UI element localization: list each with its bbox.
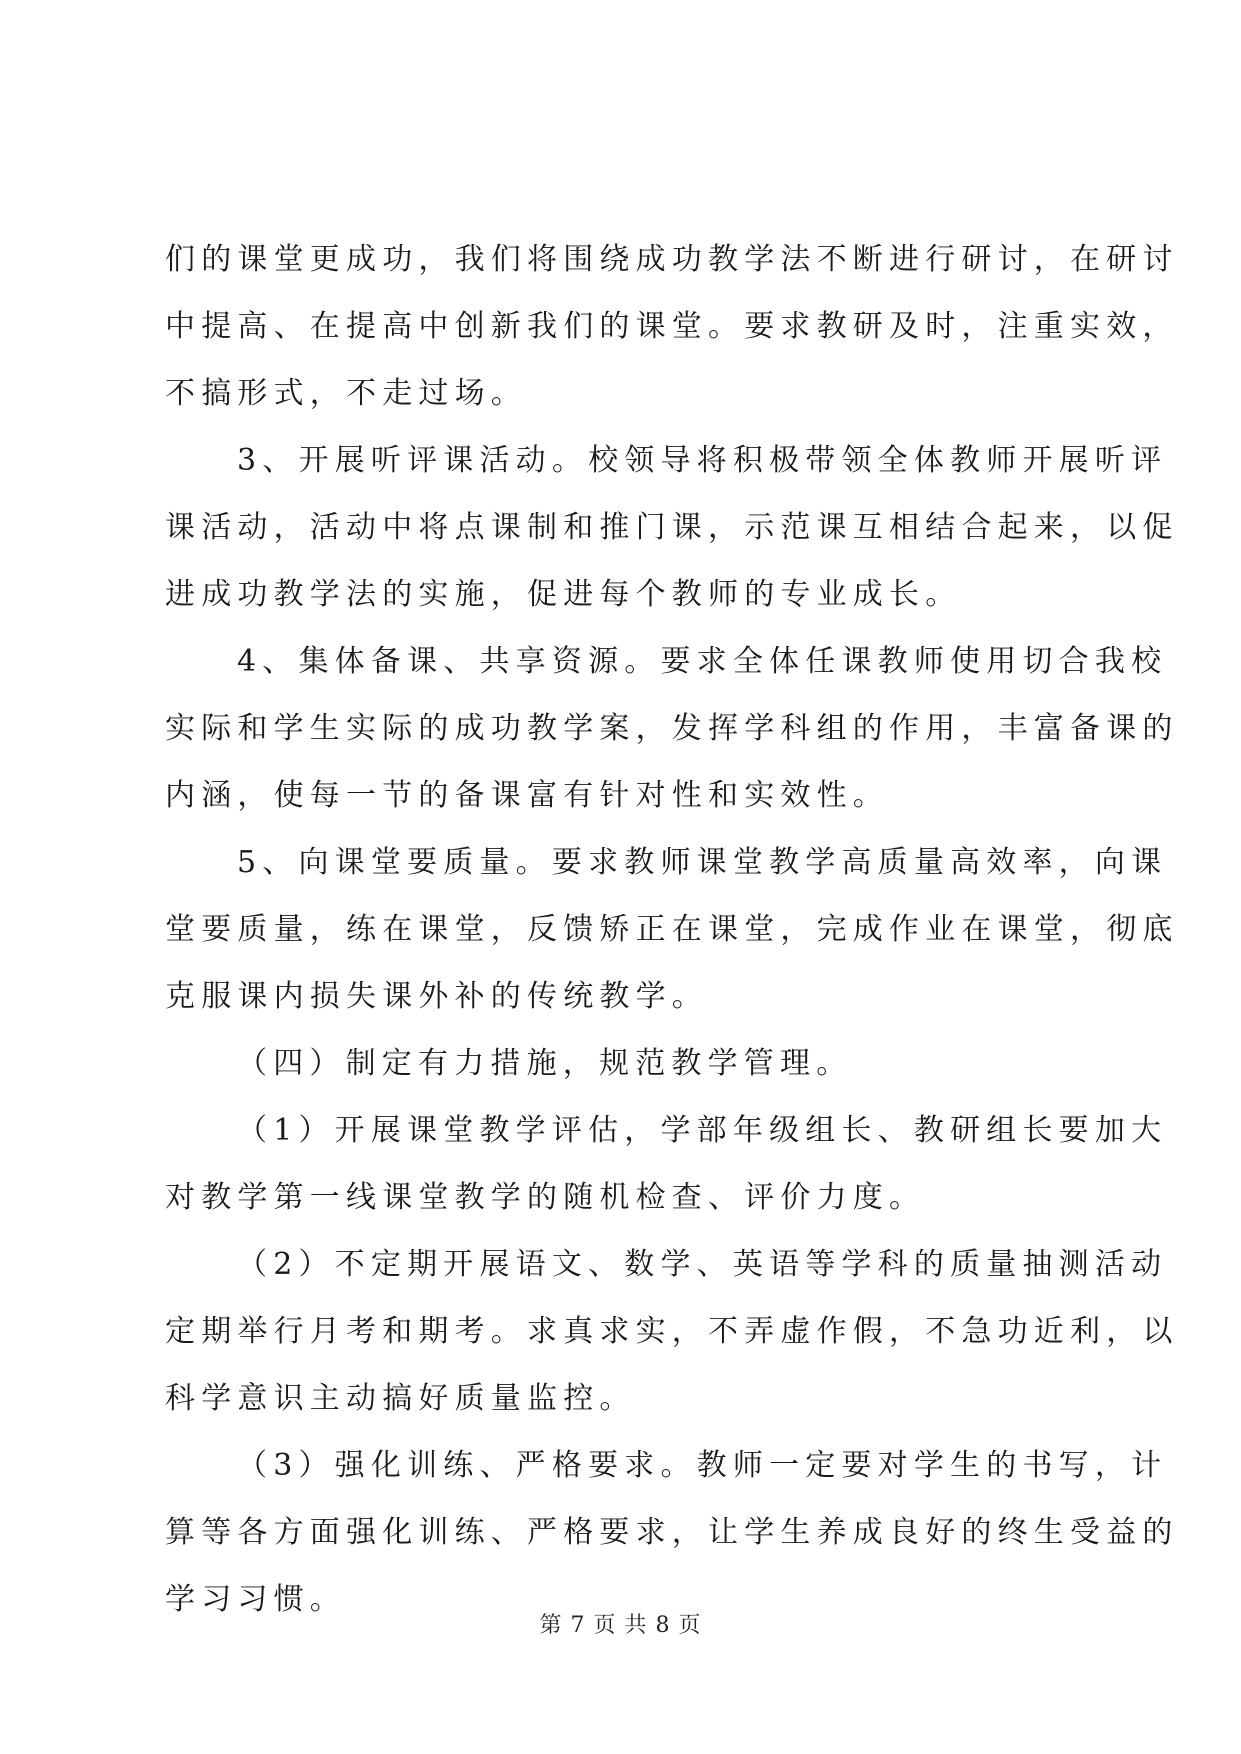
text-line: 实际和学生实际的成功教学案，发挥学科组的作用，丰富备课的 bbox=[165, 711, 1179, 746]
page-footer: 第 7 页 共 8 页 bbox=[539, 1613, 702, 1638]
paragraph bbox=[165, 628, 1179, 829]
paragraph bbox=[165, 1231, 1179, 1432]
paragraph bbox=[165, 1097, 1168, 1231]
text-line: 不搞形式，不走过场。 bbox=[165, 376, 527, 411]
document-body bbox=[165, 226, 1179, 1633]
text-line: 内涵，使每一节的备课富有针对性和实效性。 bbox=[165, 778, 889, 813]
paragraph bbox=[165, 427, 1179, 628]
text-line: 克服课内损失课外补的传统教学。 bbox=[165, 979, 708, 1014]
text-line: 学习习惯。 bbox=[165, 1582, 346, 1617]
text-line: 定期举行月考和期考。求真求实，不弄虚作假，不急功近利，以 bbox=[165, 1314, 1179, 1349]
text-line: 课活动，活动中将点课制和推门课，示范课互相结合起来，以促 bbox=[165, 510, 1179, 545]
paragraph bbox=[165, 1432, 1179, 1633]
text-line: 进成功教学法的实施，促进每个教师的专业成长。 bbox=[165, 577, 962, 612]
text-line: （四）制定有力措施，规范教学管理。 bbox=[237, 1046, 853, 1081]
text-line: （2）不定期开展语文、数学、英语等学科的质量抽测活动 bbox=[237, 1247, 1168, 1282]
paragraph bbox=[165, 1030, 1075, 1097]
paragraph bbox=[165, 226, 1179, 427]
text-line: 4、集体备课、共享资源。要求全体任课教师使用切合我校 bbox=[237, 644, 1168, 679]
text-line: 对教学第一线课堂教学的随机检查、评价力度。 bbox=[165, 1180, 926, 1215]
text-line: 堂要质量，练在课堂，反馈矫正在课堂，完成作业在课堂，彻底 bbox=[165, 912, 1179, 947]
text-line: （3）强化训练、严格要求。教师一定要对学生的书写，计 bbox=[237, 1448, 1168, 1483]
text-line: 5、向课堂要质量。要求教师课堂教学高质量高效率，向课 bbox=[237, 845, 1168, 880]
text-line: （1）开展课堂教学评估，学部年级组长、教研组长要加大 bbox=[237, 1113, 1168, 1148]
text-line: 们的课堂更成功，我们将围绕成功教学法不断进行研讨，在研讨 bbox=[165, 242, 1179, 277]
text-line: 3、开展听评课活动。校领导将积极带领全体教师开展听评 bbox=[237, 443, 1168, 478]
text-line: 科学意识主动搞好质量监控。 bbox=[165, 1381, 636, 1416]
text-line: 中提高、在提高中创新我们的课堂。要求教研及时，注重实效， bbox=[165, 309, 1179, 344]
text-line: 算等各方面强化训练、严格要求，让学生养成良好的终生受益的 bbox=[165, 1515, 1179, 1550]
paragraph bbox=[165, 829, 1179, 1030]
